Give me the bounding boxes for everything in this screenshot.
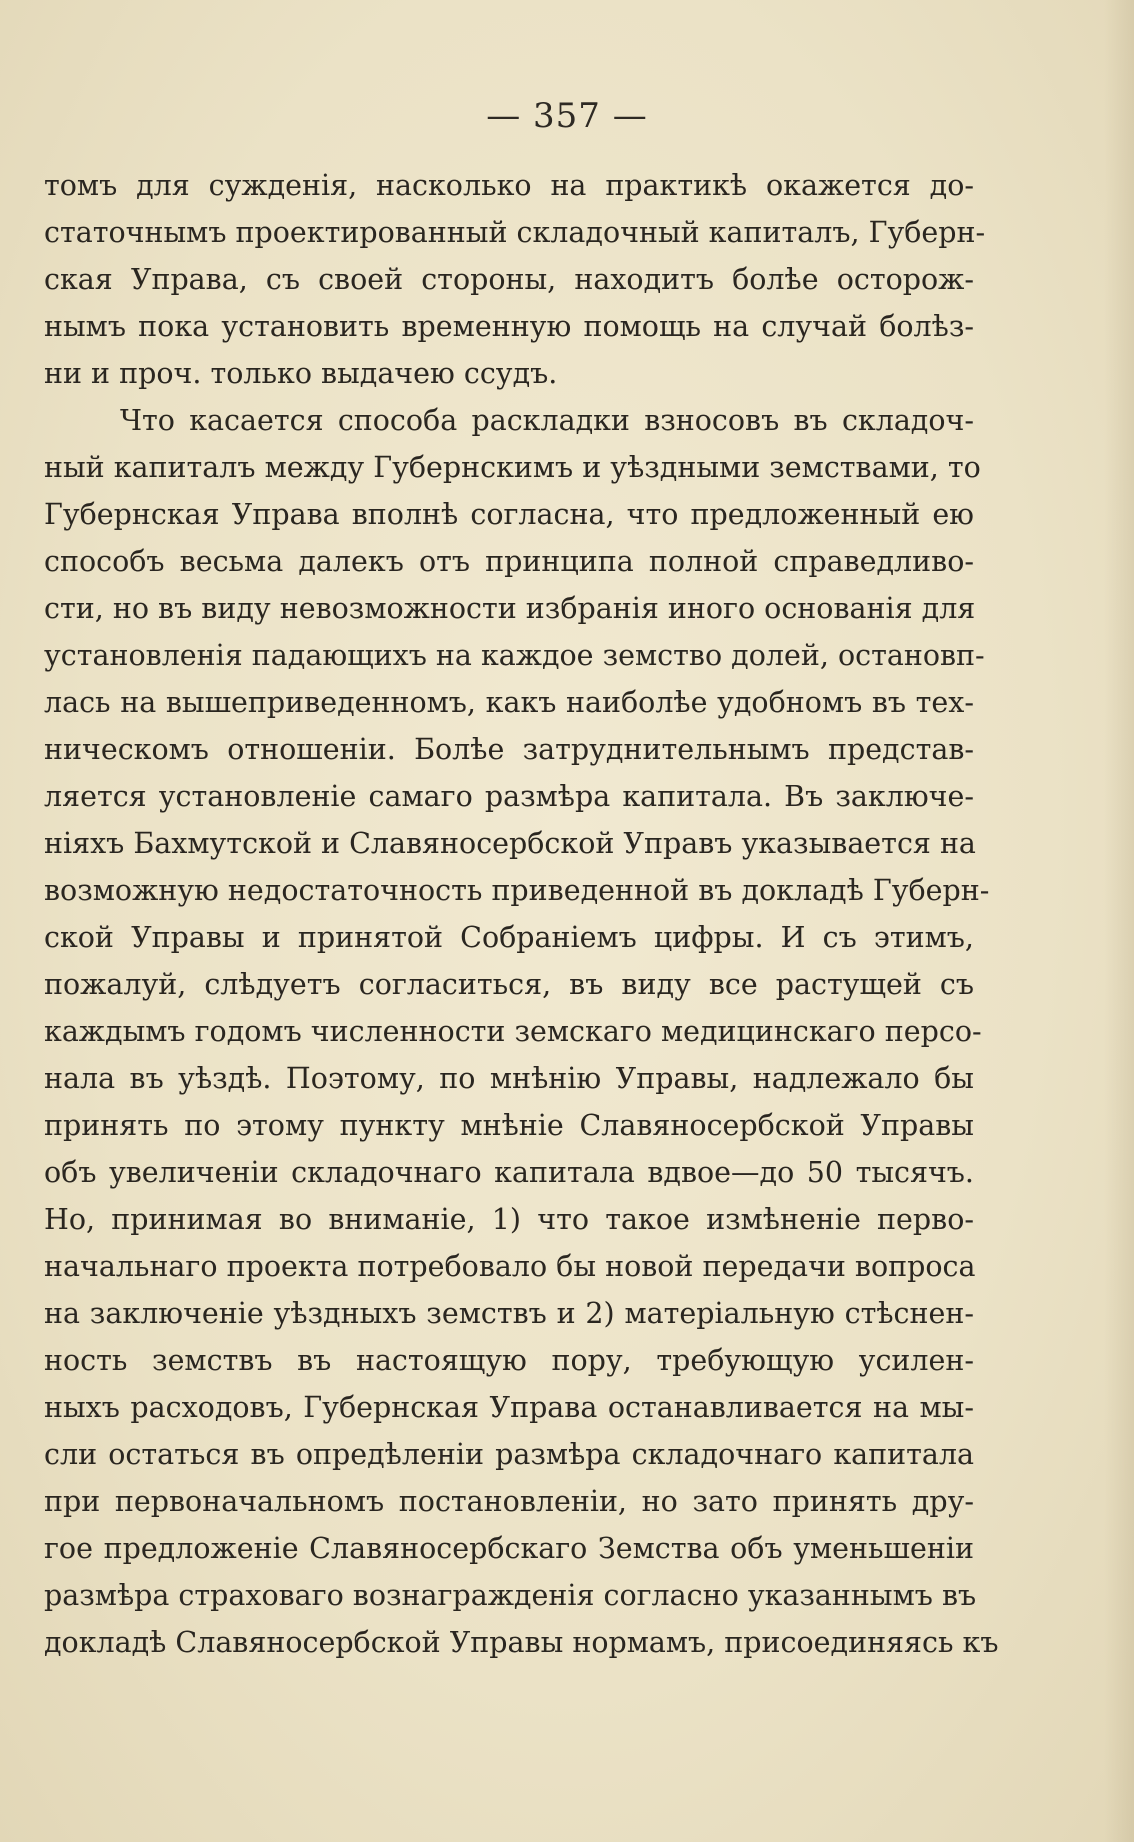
- body-text: [44, 162, 999, 1666]
- text-line: начальнаго проекта потребовало бы новой передачи вопроса: [44, 1250, 976, 1283]
- text-line: ской Управы и принятой Собраніемъ цифры. И съ этимъ,: [44, 921, 974, 954]
- text-line: каждымъ годомъ численности земскаго медицинскаго персо-: [44, 1015, 982, 1048]
- text-line: установленія падающихъ на каждое земство долей, остановп-: [44, 639, 985, 672]
- text-line: докладѣ Славяносербской Управы нормамъ, присоединяясь къ: [44, 1626, 999, 1659]
- text-line: способъ весьма далекъ отъ принципа полной справедливо-: [44, 545, 974, 578]
- text-line: размѣра страховаго вознагражденія согласно указаннымъ въ: [44, 1579, 977, 1612]
- text-line: возможную недостаточность приведенной въ докладѣ Губерн-: [44, 874, 990, 907]
- text-line: пожалуй, слѣдуетъ согласиться, въ виду все растущей съ: [44, 968, 974, 1001]
- text-line: томъ для сужденія, насколько на практикѣ окажется до-: [44, 169, 974, 202]
- page-edge-shadow: [1104, 0, 1134, 1842]
- page-number: — 357 —: [486, 96, 648, 136]
- text-line: ни и проч. только выдачею ссудъ.: [44, 357, 558, 390]
- text-line: ный капиталъ между Губернскимъ и уѣздными земствами, то: [44, 451, 981, 484]
- text-line: ляется установленіе самаго размѣра капитала. Въ заключе-: [44, 780, 974, 813]
- text-line: лась на вышеприведенномъ, какъ наиболѣе удобномъ въ тех-: [44, 686, 974, 719]
- text-line: сти, но въ виду невозможности избранія иного основанія для: [44, 592, 976, 625]
- text-line: при первоначальномъ постановленіи, но зато принять дру-: [44, 1485, 974, 1518]
- text-line: гое предложеніе Славяносербскаго Земства объ уменьшеніи: [44, 1532, 974, 1565]
- text-line: ская Управа, съ своей стороны, находитъ болѣе осторож-: [44, 263, 974, 296]
- text-line: ность земствъ въ настоящую пору, требующую усилен-: [44, 1344, 974, 1377]
- text-line: Губернская Управа вполнѣ согласна, что предложенный ею: [44, 498, 974, 531]
- text-line: принять по этому пункту мнѣніе Славяносербской Управы: [44, 1109, 974, 1142]
- text-line: ническомъ отношеніи. Болѣе затруднительнымъ представ-: [44, 733, 974, 766]
- text-line: Что касается способа раскладки взносовъ въ складоч-: [120, 404, 974, 437]
- text-line: ніяхъ Бахмутской и Славяносербской Управъ указывается на: [44, 827, 976, 860]
- text-line: сли остаться въ опредѣленіи размѣра складочнаго капитала: [44, 1438, 974, 1471]
- text-line: объ увеличеніи складочнаго капитала вдвое—до 50 тысячъ.: [44, 1156, 974, 1189]
- text-line: статочнымъ проектированный складочный капиталъ, Губерн-: [44, 216, 986, 249]
- text-line: Но, принимая во вниманіе, 1) что такое измѣненіе перво-: [44, 1203, 974, 1236]
- text-line: на заключеніе уѣздныхъ земствъ и 2) матеріальную стѣснен-: [44, 1297, 974, 1330]
- text-line: нала въ уѣздѣ. Поэтому, по мнѣнію Управы, надлежало бы: [44, 1062, 974, 1095]
- text-line: нымъ пока установить временную помощь на случай болѣз-: [44, 310, 974, 343]
- text-line: ныхъ расходовъ, Губернская Управа останавливается на мы-: [44, 1391, 974, 1424]
